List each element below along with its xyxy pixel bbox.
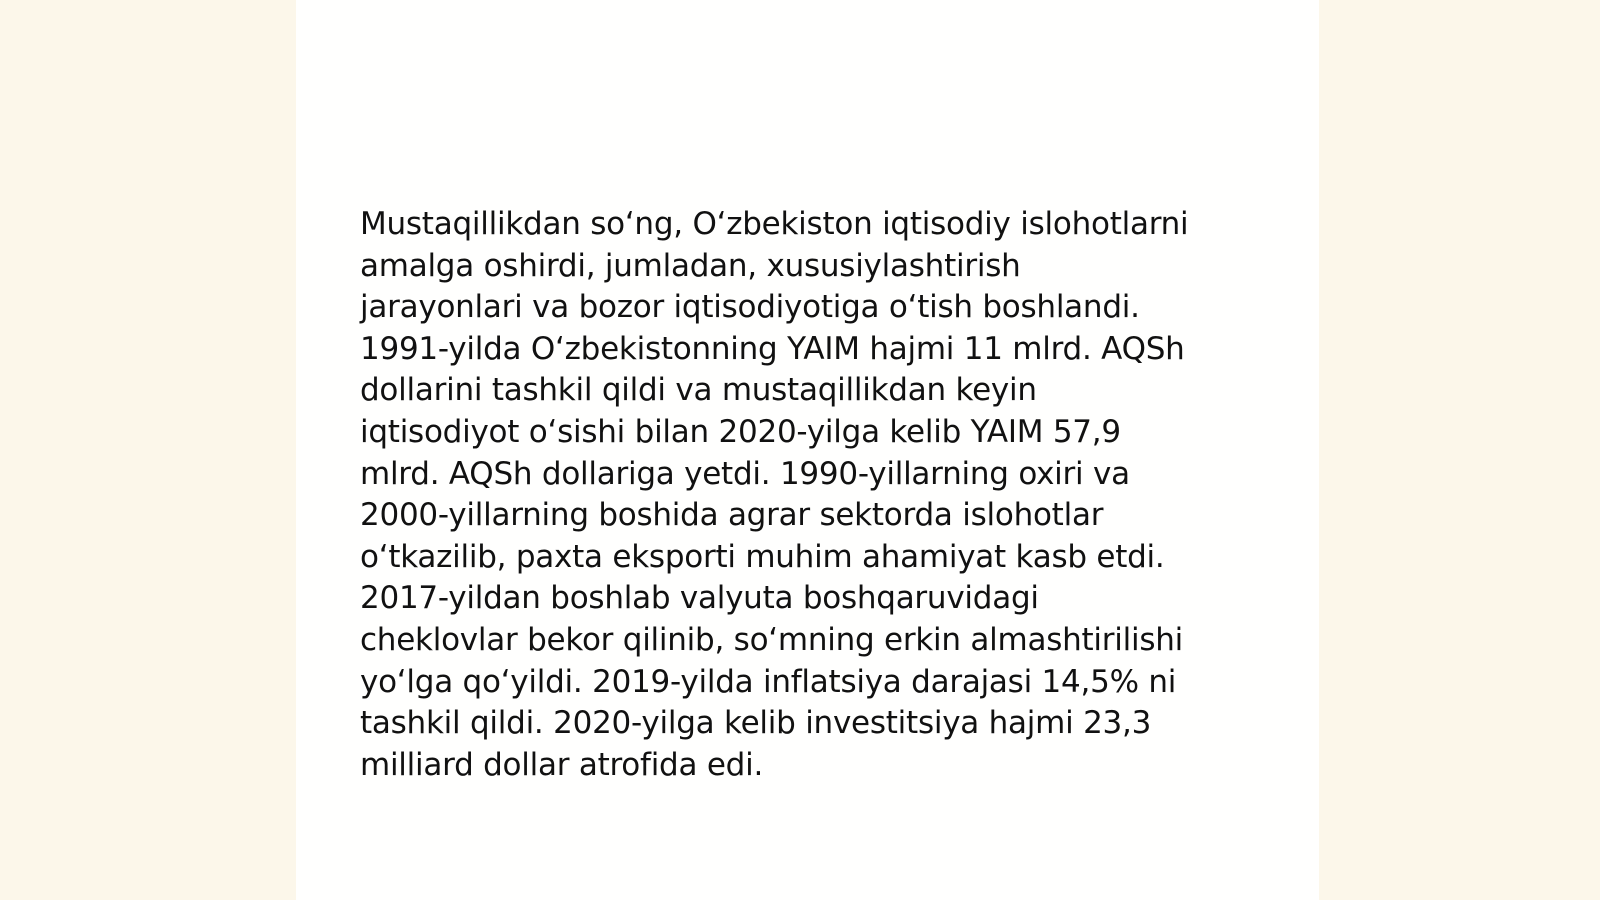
- paragraph-line: 1991-yilda O‘zbekistonning YAIM hajmi 11 mlrd. AQSh: [360, 330, 1185, 367]
- paragraph-line: amalga oshirdi, jumladan, xususiylashtirish: [360, 247, 1021, 284]
- paragraph-line: milliard dollar atrofida edi.: [360, 746, 764, 783]
- body-paragraph: [360, 204, 1260, 786]
- paragraph-line: cheklovlar bekor qilinib, so‘mning erkin almashtirilishi: [360, 621, 1184, 658]
- paragraph-line: yo‘lga qo‘yildi. 2019-yilda inflatsiya darajasi 14,5% ni: [360, 663, 1177, 700]
- paragraph-line: o‘tkazilib, paxta eksporti muhim ahamiyat kasb etdi.: [360, 538, 1165, 575]
- paragraph-line: Mustaqillikdan so‘ng, O‘zbekiston iqtisodiy islohotlarni: [360, 206, 1189, 242]
- document-page: [296, 0, 1319, 900]
- paragraph-line: iqtisodiyot o‘sishi bilan 2020-yilga kelib YAIM 57,9: [360, 413, 1121, 450]
- paragraph-line: 2017-yildan boshlab valyuta boshqaruvidagi: [360, 580, 1039, 617]
- paragraph-line: jarayonlari va bozor iqtisodiyotiga o‘tish boshlandi.: [360, 289, 1140, 326]
- paragraph-line: 2000-yillarning boshida agrar sektorda islohotlar: [360, 497, 1104, 534]
- paragraph-line: dollarini tashkil qildi va mustaqillikdan keyin: [360, 372, 1037, 409]
- paragraph-line: tashkil qildi. 2020-yilga kelib investitsiya hajmi 23,3: [360, 705, 1152, 742]
- paragraph-line: mlrd. AQSh dollariga yetdi. 1990-yillarning oxiri va: [360, 455, 1130, 492]
